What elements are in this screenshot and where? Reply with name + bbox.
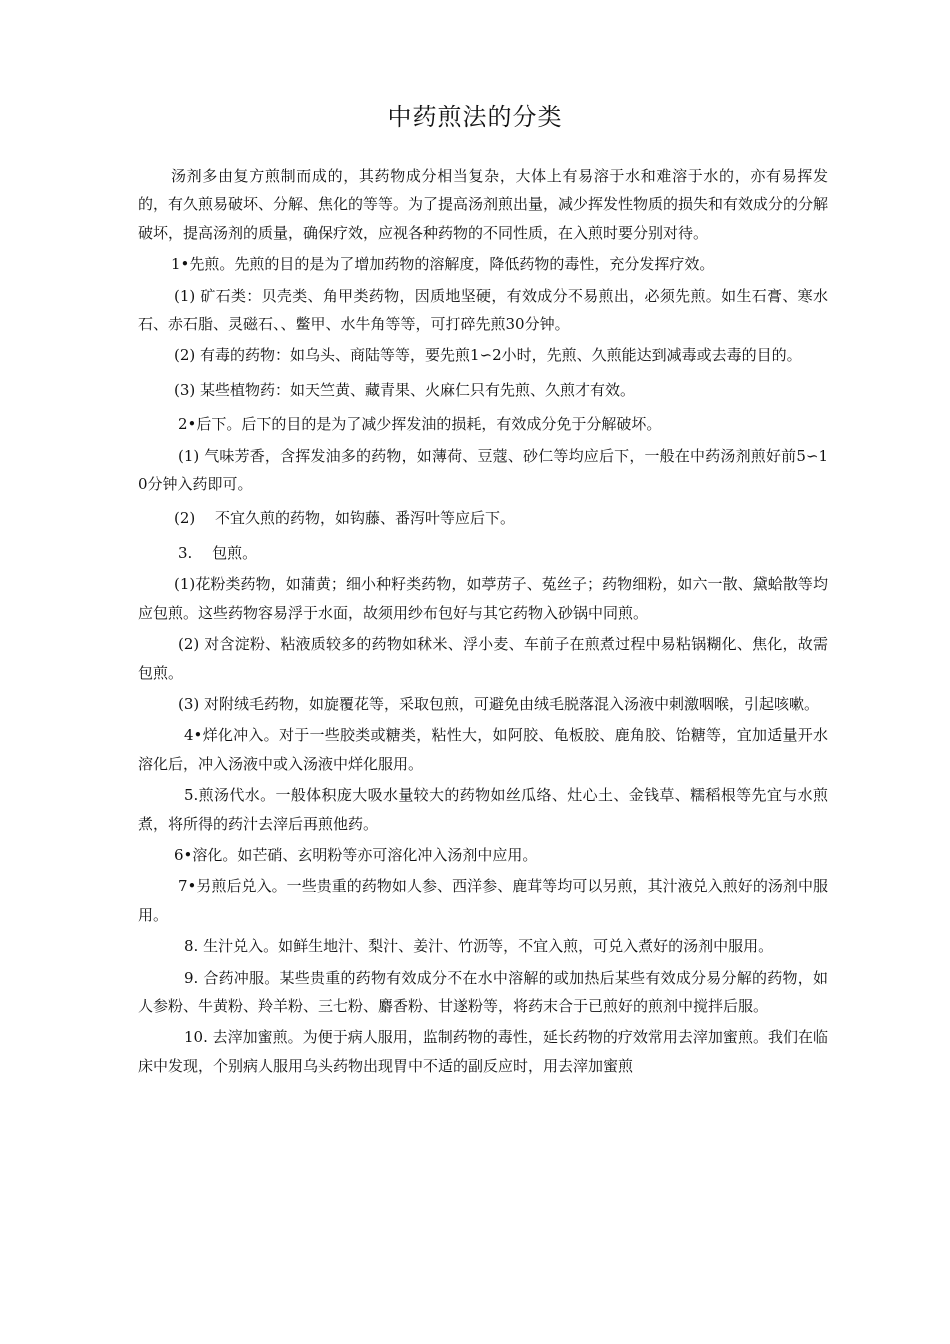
paragraph-10-qumi: 10. 去滓加蜜煎。为便于病人服用，监制药物的毒性，延长药物的疗效常用去滓加蜜煎。我们在临床中发现，个别病人服用乌头药物出现胃中不适的副反应时，用去滓加蜜煎 (138, 1028, 828, 1075)
paragraph-3-2: (2) 对含淀粉、粘液质较多的药物如秫米、浮小麦、车前子在煎煮过程中易粘锅糊化、焦化，故需包煎。 (138, 635, 828, 682)
paragraph-2-2: (2) 不宜久煎的药物，如钩藤、番泻叶等应后下。 (174, 509, 516, 528)
paragraph-2-houxia: 2•后下。后下的目的是为了减少挥发油的损耗，有效成分免于分解破坏。 (178, 415, 662, 434)
paragraph-3-3: (3) 对附绒毛药物，如旋覆花等，采取包煎，可避免由绒毛脱落混入汤液中刺激咽喉，引起咳嗽。 (178, 694, 820, 713)
paragraph-9-heyao: 9. 合药冲服。某些贵重的药物有效成分不在水中溶解的或加热后某些有效成分易分解的药物，如人参粉、牛黄粉、羚羊粉、三七粉、麝香粉、甘遂粉等，将药末合于已煎好的煎剂中搅拌后服。 (138, 968, 828, 1015)
paragraph-intro: 汤剂多由复方煎制而成的，其药物成分相当复杂，大体上有易溶于水和难溶于水的，亦有易挥发的，有久煎易破坏、分解、焦化的等等。为了提高汤剂煎出量，减少挥发性物质的损失和有效成分的分解破坏，提高汤剂的质量，确保疗效，应视各种药物的不同性质，在入煎时要分别对待。 (138, 167, 829, 242)
paragraph-5-jiantang: 5.煎汤代水。一般体积庞大吸水量较大的药物如丝瓜络、灶心土、金钱草、糯稻根等先宜与水煎煮，将所得的药汁去滓后再煎他药。 (138, 786, 828, 833)
paragraph-7-lingjian: 7•另煎后兑入。一些贵重的药物如人参、西洋参、鹿茸等均可以另煎，其汁液兑入煎好的汤剂中服用。 (138, 877, 828, 924)
paragraph-1-3: (3) 某些植物药：如天竺黄、藏青果、火麻仁只有先煎、久煎才有效。 (174, 380, 636, 399)
paragraph-6-ronghua: 6•溶化。如芒硝、玄明粉等亦可溶化冲入汤剂中应用。 (174, 845, 538, 864)
paragraph-2-1: (1) 气味芳香，含挥发油多的药物，如薄荷、豆蔻、砂仁等均应后下，一般在中药汤剂煎好前5∽10分钟入药即可。 (138, 446, 828, 494)
paragraph-8-shengzhi: 8. 生汁兑入。如鲜生地汁、梨汁、姜汁、竹沥等，不宜入煎，可兑入煮好的汤剂中服用。 (184, 937, 774, 956)
paragraph-3-baojian: 3. 包煎。 (178, 543, 258, 562)
document-title: 中药煎法的分类 (387, 103, 563, 131)
paragraph-1-xianjian: 1•先煎。先煎的目的是为了增加药物的溶解度，降低药物的毒性，充分发挥疗效。 (171, 255, 715, 274)
paragraph-1-2: (2) 有毒的药物：如乌头、商陆等等，要先煎1∽2小时，先煎、久煎能达到减毒或去毒的目的。 (174, 346, 802, 365)
paragraph-4-yanghua: 4•烊化冲入。对于一些胶类或糖类，粘性大，如阿胶、龟板胶、鹿角胶、饴糖等，宜加适量开水溶化后，冲入汤液中或入汤液中烊化服用。 (138, 726, 828, 773)
paragraph-3-1: (1)花粉类药物，如蒲黄；细小种籽类药物，如葶苈子、菟丝子；药物细粉，如六一散、黛蛤散等均应包煎。这些药物容易浮于水面，故须用纱布包好与其它药物入砂锅中同煎。 (138, 575, 828, 622)
document-body (138, 162, 828, 1083)
paragraph-1-1: (1) 矿石类：贝壳类、角甲类药物，因质地坚硬，有效成分不易煎出，必须先煎。如生石膏、寒水石、赤石脂、灵磁石、、鳖甲、水牛角等等，可打碎先煎30分钟。 (138, 286, 828, 334)
